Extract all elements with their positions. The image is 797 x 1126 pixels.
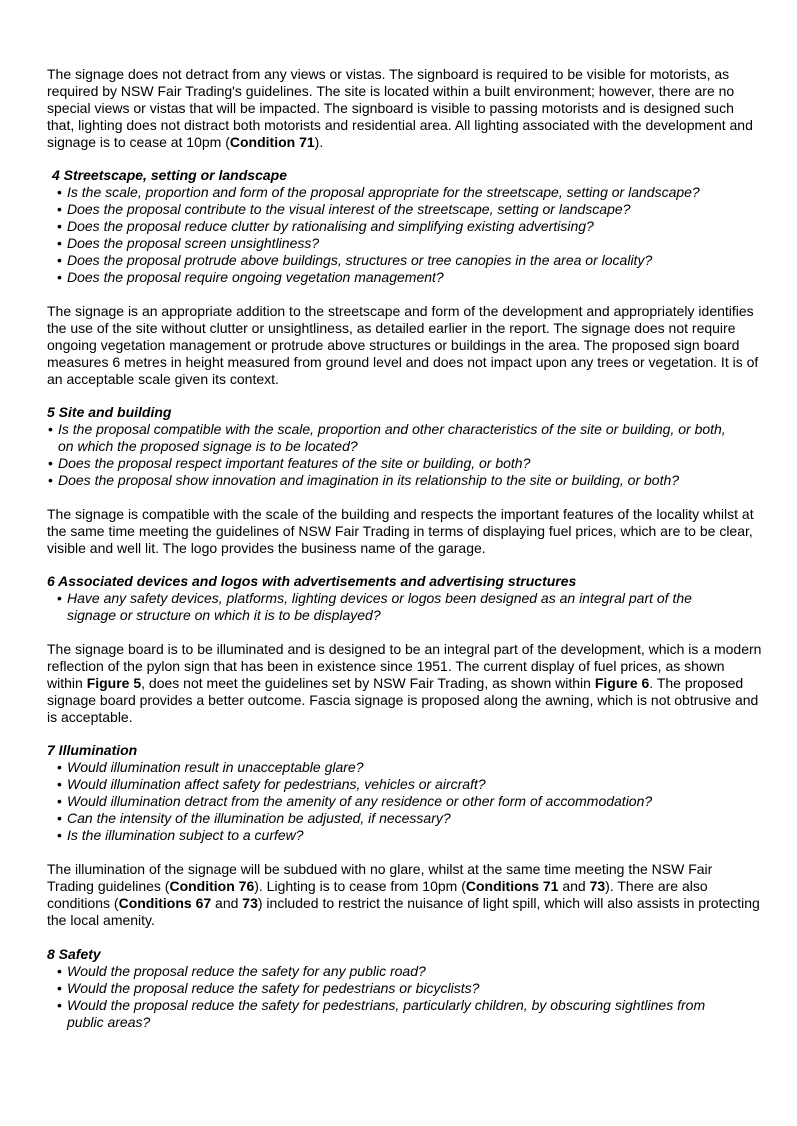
section-8-heading: 8 Safety — [47, 946, 101, 962]
section-8-questions — [0, 963, 740, 1031]
figure-ref: Figure 6 — [594, 675, 650, 691]
question-item: • Would illumination detract from the amenity of any residence or other form of accommodation? — [57, 793, 653, 809]
section-7-questions — [0, 759, 740, 844]
question-item: • Does the proposal show innovation and imagination in its relationship to the site or building, or both? — [48, 472, 680, 488]
section-5-questions — [0, 421, 740, 489]
condition-ref: Conditions 67 — [118, 895, 212, 911]
question-item: • Can the intensity of the illumination be adjusted, if necessary? — [57, 810, 451, 826]
section-7-heading: 7 Illumination — [47, 742, 138, 758]
section-6-questions — [0, 590, 740, 624]
question-item: • Does the proposal require ongoing vegetation management? — [57, 269, 444, 285]
condition-ref: Condition 76 — [169, 878, 255, 894]
section-6-heading: 6 Associated devices and logos with advertisements and advertising structures — [47, 573, 577, 589]
question-item: • Would the proposal reduce the safety for pedestrians, particularly children, by obscuring sightlines from public areas? — [57, 997, 706, 1030]
question-item: • Does the proposal contribute to the visual interest of the streetscape, setting or landscape? — [57, 201, 631, 217]
section-5-heading: 5 Site and building — [47, 404, 172, 420]
question-item: • Is the scale, proportion and form of the proposal appropriate for the streetscape, setting or landscape? — [57, 184, 700, 200]
question-item: • Does the proposal protrude above buildings, structures or tree canopies in the area or locality? — [57, 252, 653, 268]
section-4-heading: 4 Streetscape, setting or landscape — [52, 167, 287, 183]
question-item: • Does the proposal respect important features of the site or building, or both? — [48, 455, 531, 471]
condition-ref: Conditions 71 — [465, 878, 559, 894]
section-4-questions — [0, 184, 740, 286]
question-item: • Would the proposal reduce the safety for any public road? — [57, 963, 426, 979]
condition-ref: 73 — [242, 895, 258, 911]
question-item: • Would illumination result in unacceptable glare? — [57, 759, 364, 775]
figure-ref: Figure 5 — [86, 675, 142, 691]
question-item: • Is the illumination subject to a curfew? — [57, 827, 304, 843]
question-item: • Does the proposal screen unsightliness? — [57, 235, 320, 251]
section-7-response: The illumination of the signage will be subdued with no glare, whilst at the same time meeting the NSW Fair Trading guidelines (Condition 76). Lighting is to cease from 10pm (Conditions 71 and 73). There are also conditions (Conditions 67 and 73) included to restrict the nuisance of light spill, which will also assists in protecting the local amenity. — [47, 861, 760, 928]
question-item: • Would the proposal reduce the safety for pedestrians or bicyclists? — [57, 980, 480, 996]
section-6-response: The signage board is to be illuminated and is designed to be an integral part of the development, which is a modern reflection of the pylon sign that has been in existence since 1951. The current display of fuel prices, as shown within Figure 5, does not meet the guidelines set by NSW Fair Trading, as shown within Figure 6. The proposed signage board provides a better outcome. Fascia signage is proposed along the awning, which is not obtrusive and is acceptable. — [47, 641, 762, 725]
section-4-response: The signage is an appropriate addition to the streetscape and form of the development and appropriately identifies the use of the site without clutter or unsightliness, as detailed earlier in the report. The signage does not require ongoing vegetation management or protrude above structures or buildings in the area. The proposed sign board measures 6 metres in height measured from ground level and does not impact upon any trees or vegetation. It is of an acceptable scale given its context. — [47, 303, 759, 387]
question-item: • Have any safety devices, platforms, lighting devices or logos been designed as an integral part of the signage or structure on which it is to be displayed? — [57, 590, 692, 623]
question-item: • Does the proposal reduce clutter by rationalising and simplifying existing advertising? — [57, 218, 594, 234]
section-5-response: The signage is compatible with the scale of the building and respects the important features of the locality whilst at the same time meeting the guidelines of NSW Fair Trading in terms of displaying fuel prices, which are to be clear, visible and well lit. The logo provides the business name of the garage. — [47, 506, 754, 556]
condition-ref: 73 — [589, 878, 606, 894]
question-item: • Is the proposal compatible with the scale, proportion and other characteristics of the site or building, or both, on which the proposed signage is to be located? — [48, 421, 726, 454]
question-item: • Would illumination affect safety for pedestrians, vehicles or aircraft? — [57, 776, 486, 792]
condition-ref: Condition 71 — [229, 134, 315, 150]
intro-paragraph: The signage does not detract from any views or vistas. The signboard is required to be visible for motorists, as required by NSW Fair Trading's guidelines. The site is located within a built environment; however, there are no special views or vistas that will be impacted. The signboard is visible to passing motorists and is designed such that, lighting does not distract both motorists and residential area. All lighting associated with the development and signage is to cease at 10pm (Condition 71). — [47, 66, 753, 150]
